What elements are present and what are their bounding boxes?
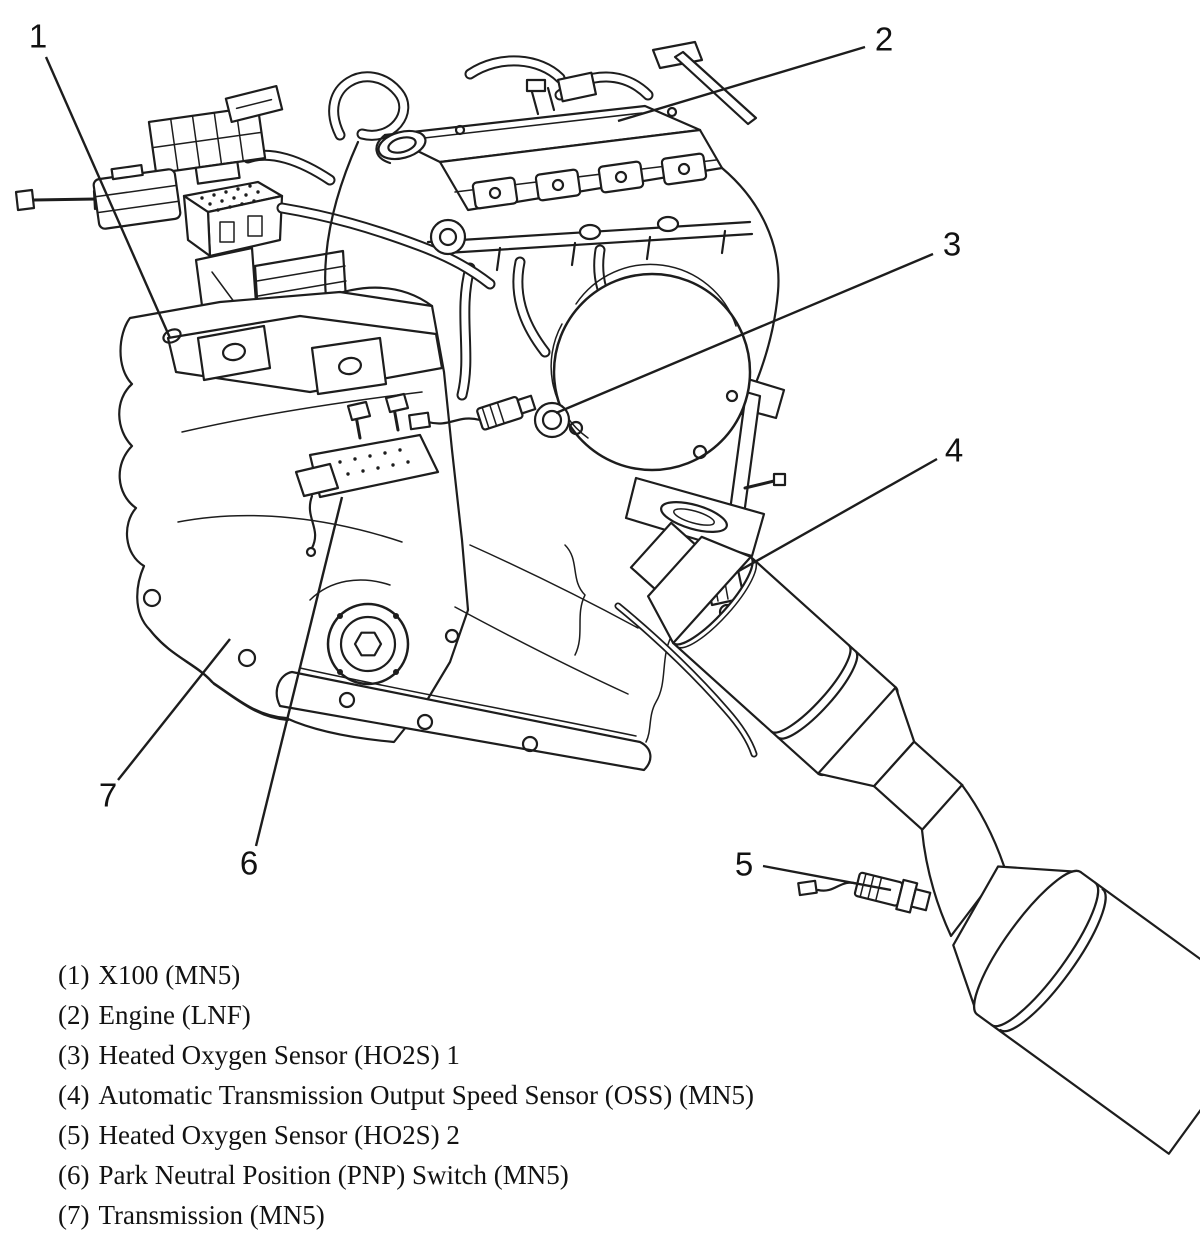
dipstick-rod [675,52,756,124]
catalytic-converter [612,502,981,851]
legend-item-label: X100 (MN5) [98,960,241,990]
legend-item-number: (4) [58,1080,90,1110]
legend-item-label: Heated Oxygen Sensor (HO2S) 2 [98,1120,460,1150]
legend-item-number: (2) [58,1000,90,1030]
legend-item [58,1115,754,1155]
legend-item-number: (6) [58,1160,90,1190]
x100-connector [92,161,181,230]
callout-number-6: 6 [239,844,259,882]
callout-number-7: 7 [98,776,118,814]
legend-item [58,1075,754,1115]
legend-item [58,1195,754,1235]
legend-item-label: Automatic Transmission Output Speed Sensor (OSS) (MN5) [98,1080,754,1110]
valve-cover [375,106,722,210]
callout-leader-4 [737,459,937,572]
callout-leader-7 [118,639,230,780]
legend-item [58,1035,754,1075]
legend-item-number: (7) [58,1200,90,1230]
legend-item-label: Transmission (MN5) [98,1200,325,1230]
legend-item-number: (5) [58,1120,90,1150]
callout-number-3: 3 [942,225,962,263]
legend-item [58,995,754,1035]
legend-item-number: (1) [58,960,90,990]
legend-item-label: Heated Oxygen Sensor (HO2S) 1 [98,1040,460,1070]
bell-housing [328,604,408,684]
legend-item-number: (3) [58,1040,90,1070]
callout-number-5: 5 [734,845,754,883]
fuse-box [184,182,282,256]
turbo-heat-shield [551,264,750,470]
legend-item [58,1155,754,1195]
callout-number-2: 2 [874,20,894,58]
legend [58,955,754,1235]
bolt-head [16,190,34,210]
legend-item [58,955,754,995]
legend-item-label: Park Neutral Position (PNP) Switch (MN5) [98,1160,569,1190]
legend-item-label: Engine (LNF) [98,1000,251,1030]
callout-number-1: 1 [28,17,48,55]
callout-number-4: 4 [944,431,964,469]
